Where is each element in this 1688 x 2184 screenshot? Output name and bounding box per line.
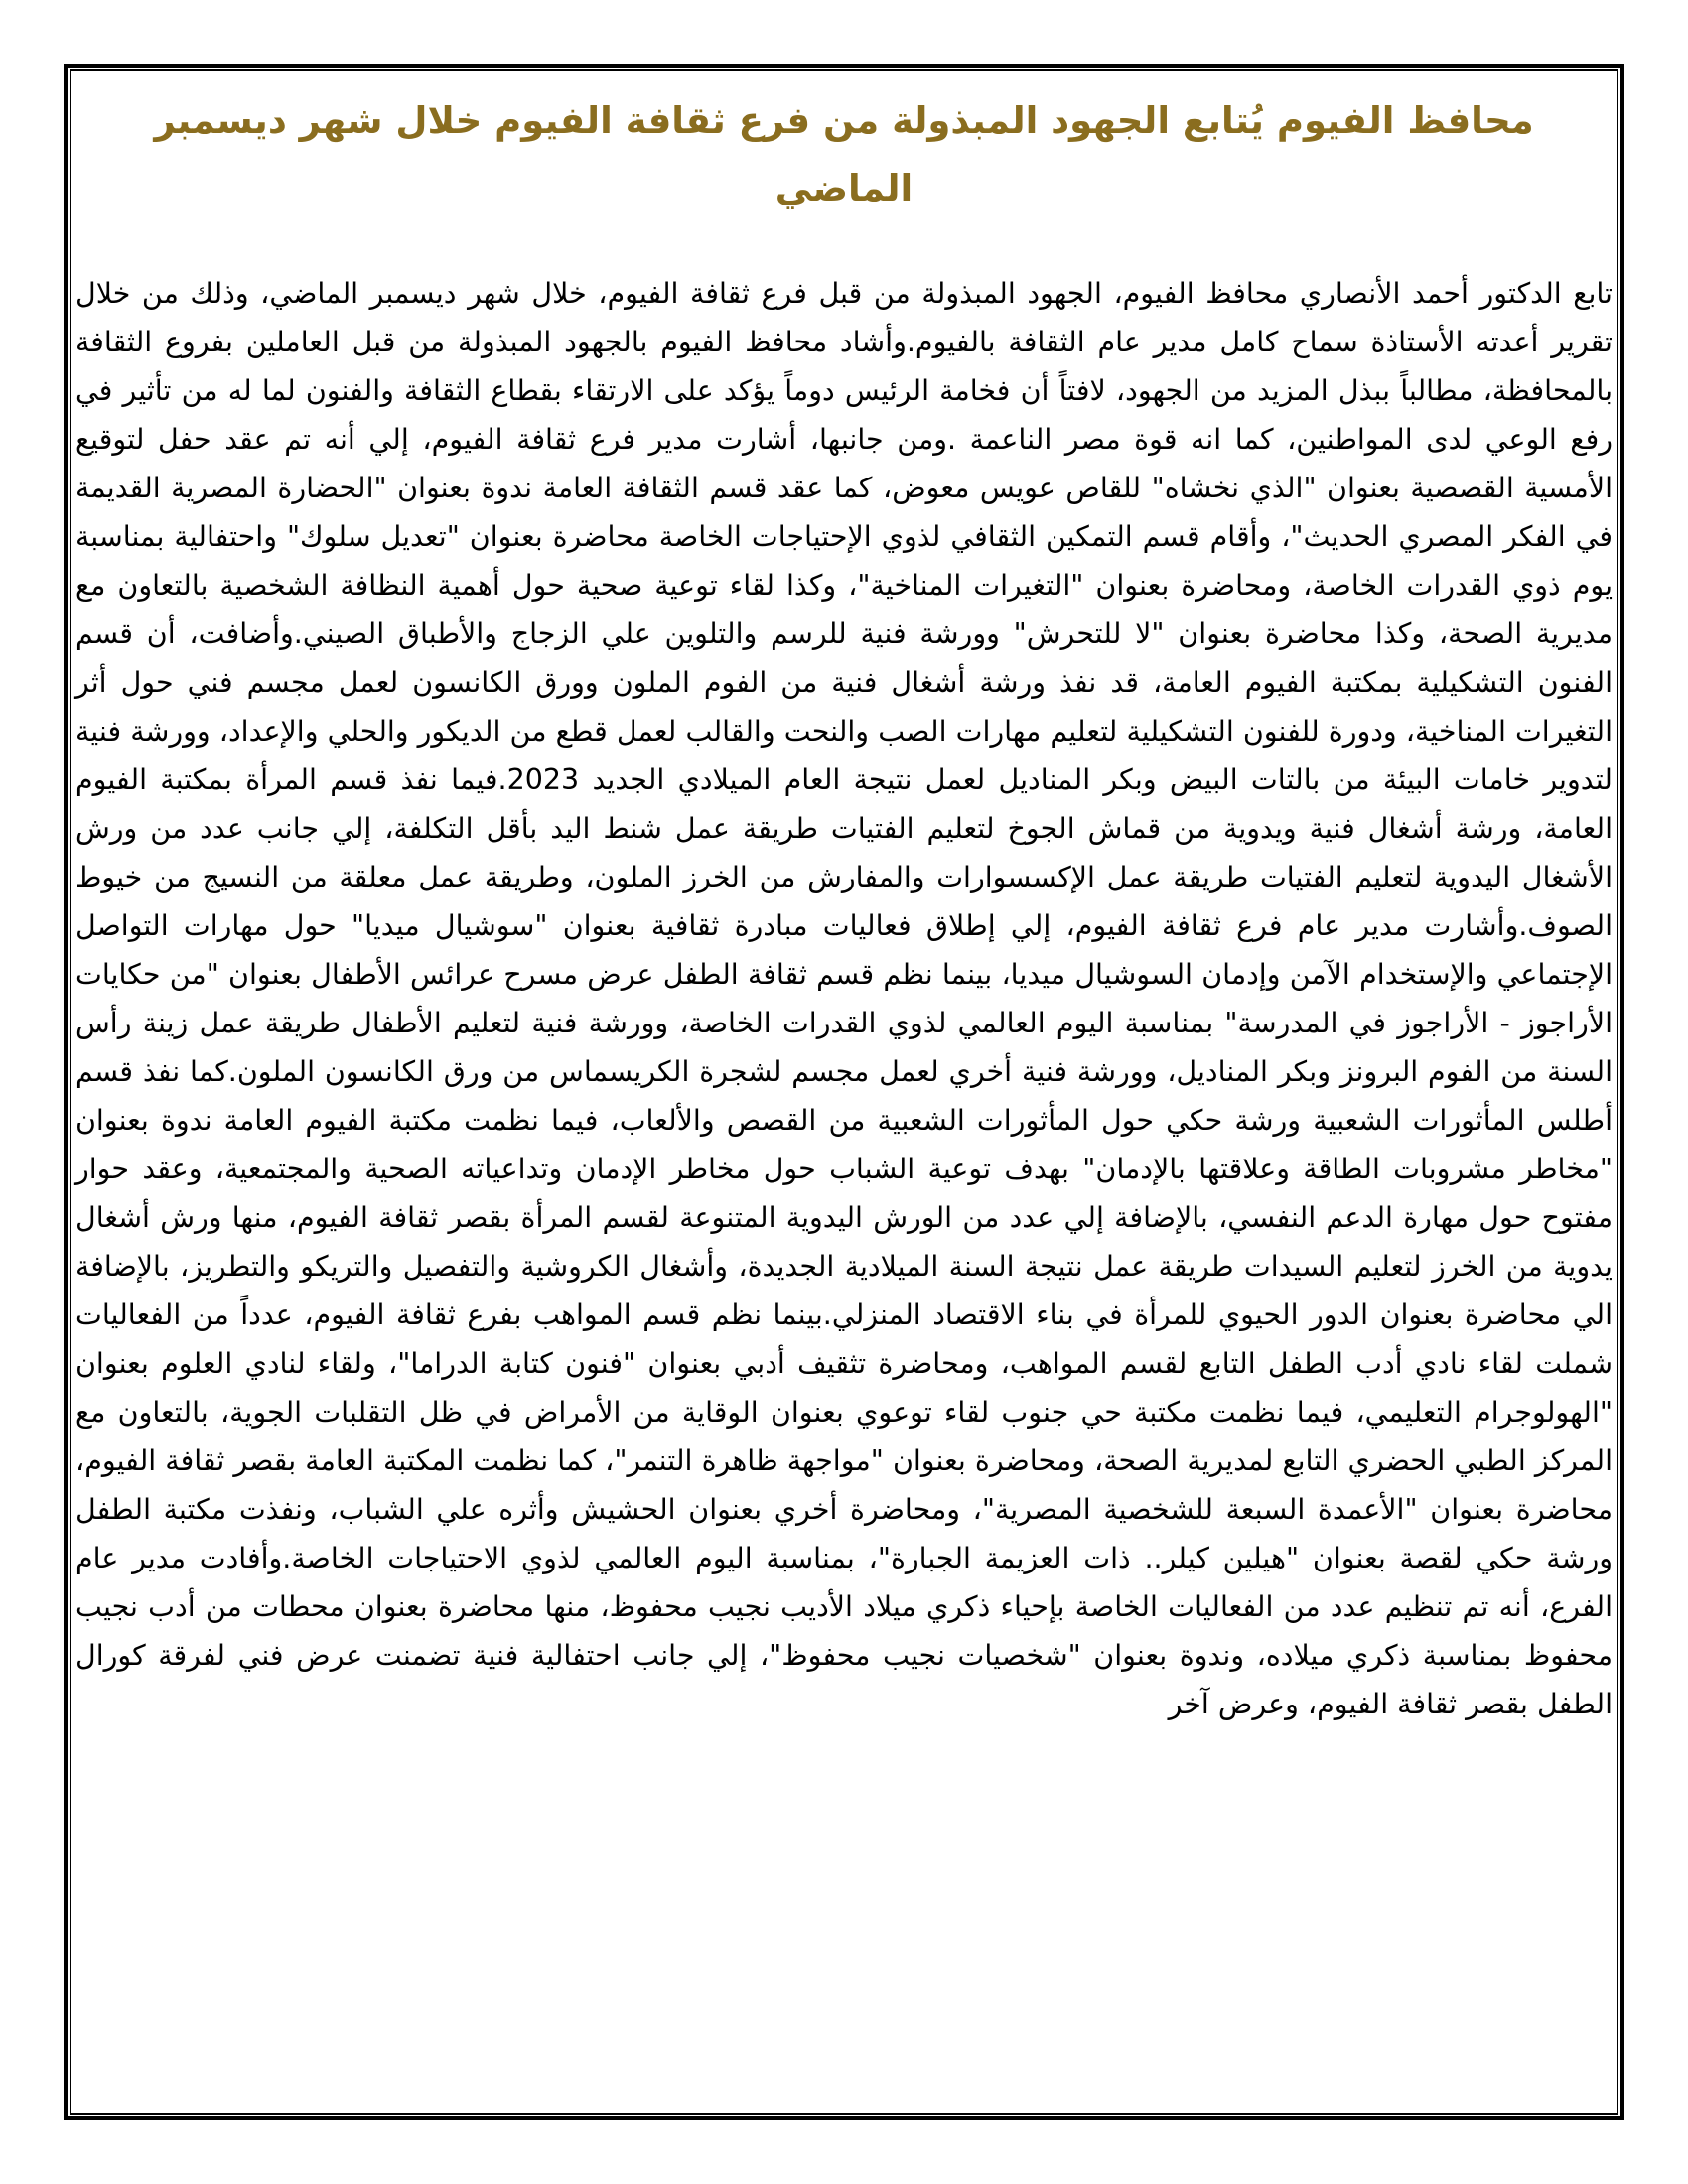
page-title (75, 87, 1613, 223)
page-title-line-1: محافظ الفيوم يُتابع الجهود المبذولة من فرع ثقافة الفيوم خلال شهر ديسمبر (154, 99, 1534, 142)
article-body-text: تابع الدكتور أحمد الأنصاري محافظ الفيوم، الجهود المبذولة من قبل فرع ثقافة الفيوم، خلال شهر ديسمبر الماضي، وذلك من خلال تقرير أعدته الأستاذة سماح كامل مدير عام الثقافة بالفيوم.وأشاد محافظ الفيوم بالجهود المبذولة من قبل العاملين بفروع الثقافة بالمحافظة، مطالباً ببذل المزيد من الجهود، لافتاً أن فخامة الرئيس دوماً يؤكد على الارتقاء بقطاع الثقافة والفنون لما له من تأثير في رفع الوعي لدى المواطنين، كما انه قوة مصر الناعمة .ومن جانبها، أشارت مدير فرع ثقافة الفيوم، إلي أنه تم عقد حفل لتوقيع الأمسية القصصية بعنوان "الذي نخشاه" للقاص عويس معوض، كما عقد قسم الثقافة العامة ندوة بعنوان "الحضارة المصرية القديمة في الفكر المصري الحديث"، وأقام قسم التمكين الثقافي لذوي الإحتياجات الخاصة محاضرة بعنوان "تعديل سلوك" واحتفالية بمناسبة يوم ذوي القدرات الخاصة، ومحاضرة بعنوان "التغيرات المناخية"، وكذا لقاء توعية صحية حول أهمية النظافة الشخصية بالتعاون مع مديرية الصحة، وكذا محاضرة بعنوان "لا للتحرش" وورشة فنية للرسم والتلوين علي الزجاج والأطباق الصيني.وأضافت، أن قسم الفنون التشكيلية بمكتبة الفيوم العامة، قد نفذ ورشة أشغال فنية من الفوم الملون وورق الكانسون لعمل مجسم فني حول أثر التغيرات المناخية، ودورة للفنون التشكيلية لتعليم مهارات الصب والنحت والقالب لعمل قطع من الديكور والحلي والإعداد، وورشة فنية لتدوير خامات البيئة من بالتات البيض وبكر المناديل لعمل نتيجة العام الميلادي الجديد 2023.فيما نفذ قسم المرأة بمكتبة الفيوم العامة، ورشة أشغال فنية ويدوية من قماش الجوخ لتعليم الفتيات طريقة عمل شنط اليد بأقل التكلفة، إلي جانب عدد من ورش الأشغال اليدوية لتعليم الفتيات طريقة عمل الإكسسوارات والمفارش من الخرز الملون، وطريقة عمل معلقة من النسيج من خيوط الصوف.وأشارت مدير عام فرع ثقافة الفيوم، إلي إطلاق فعاليات مبادرة ثقافية بعنوان "سوشيال ميديا" حول مهارات التواصل الإجتماعي والإستخدام الآمن وإدمان السوشيال ميديا، بينما نظم قسم ثقافة الطفل عرض مسرح عرائس الأطفال بعنوان "من حكايات الأراجوز - الأراجوز في المدرسة" بمناسبة اليوم العالمي لذوي القدرات الخاصة، وورشة فنية لتعليم الأطفال طريقة عمل زينة رأس السنة من الفوم البرونز وبكر المناديل، وورشة فنية أخري لعمل مجسم لشجرة الكريسماس من ورق الكانسون الملون.كما نفذ قسم أطلس المأثورات الشعبية ورشة حكي حول المأثورات الشعبية من القصص والألعاب، فيما نظمت مكتبة الفيوم العامة ندوة بعنوان "مخاطر مشروبات الطاقة وعلاقتها بالإدمان" بهدف توعية الشباب حول مخاطر الإدمان وتداعياته الصحية والمجتمعية، وعقد حوار مفتوح حول مهارة الدعم النفسي، بالإضافة إلي عدد من الورش اليدوية المتنوعة لقسم المرأة بقصر ثقافة الفيوم، منها ورش أشغال يدوية من الخرز لتعليم السيدات طريقة عمل نتيجة السنة الميلادية الجديدة، وأشغال الكروشية والتفصيل والتريكو والتطريز، بالإضافة الي محاضرة بعنوان الدور الحيوي للمرأة في بناء الاقتصاد المنزلي.بينما نظم قسم المواهب بفرع ثقافة الفيوم، عدداً من الفعاليات شملت لقاء نادي أدب الطفل التابع لقسم المواهب، ومحاضرة تثقيف أدبي بعنوان "فنون كتابة الدراما"، ولقاء لنادي العلوم بعنوان "الهولوجرام التعليمي، فيما نظمت مكتبة حي جنوب لقاء توعوي بعنوان الوقاية من الأمراض في ظل التقلبات الجوية، بالتعاون مع المركز الطبي الحضري التابع لمديرية الصحة، ومحاضرة بعنوان "مواجهة ظاهرة التنمر"، كما نظمت المكتبة العامة بقصر ثقافة الفيوم، محاضرة بعنوان "الأعمدة السبعة للشخصية المصرية"، ومحاضرة أخري بعنوان الحشيش وأثره علي الشباب، ونفذت مكتبة الطفل ورشة حكي لقصة بعنوان "هيلين كيلر.. ذات العزيمة الجبارة"، بمناسبة اليوم العالمي لذوي الاحتياجات الخاصة.وأفادت مدير عام الفرع، أنه تم تنظيم عدد من الفعاليات الخاصة بإحياء ذكري ميلاد الأديب نجيب محفوظ، منها محاضرة بعنوان محطات من أدب نجيب محفوظ بمناسبة ذكري ميلاده، وندوة بعنوان "شخصيات نجيب محفوظ"، إلي جانب احتفالية فنية تضمنت عرض فني لفرقة كورال الطفل بقصر ثقافة الفيوم، وعرض آخر (75, 276, 1613, 1720)
page-title-line-2: الماضي (774, 167, 914, 210)
